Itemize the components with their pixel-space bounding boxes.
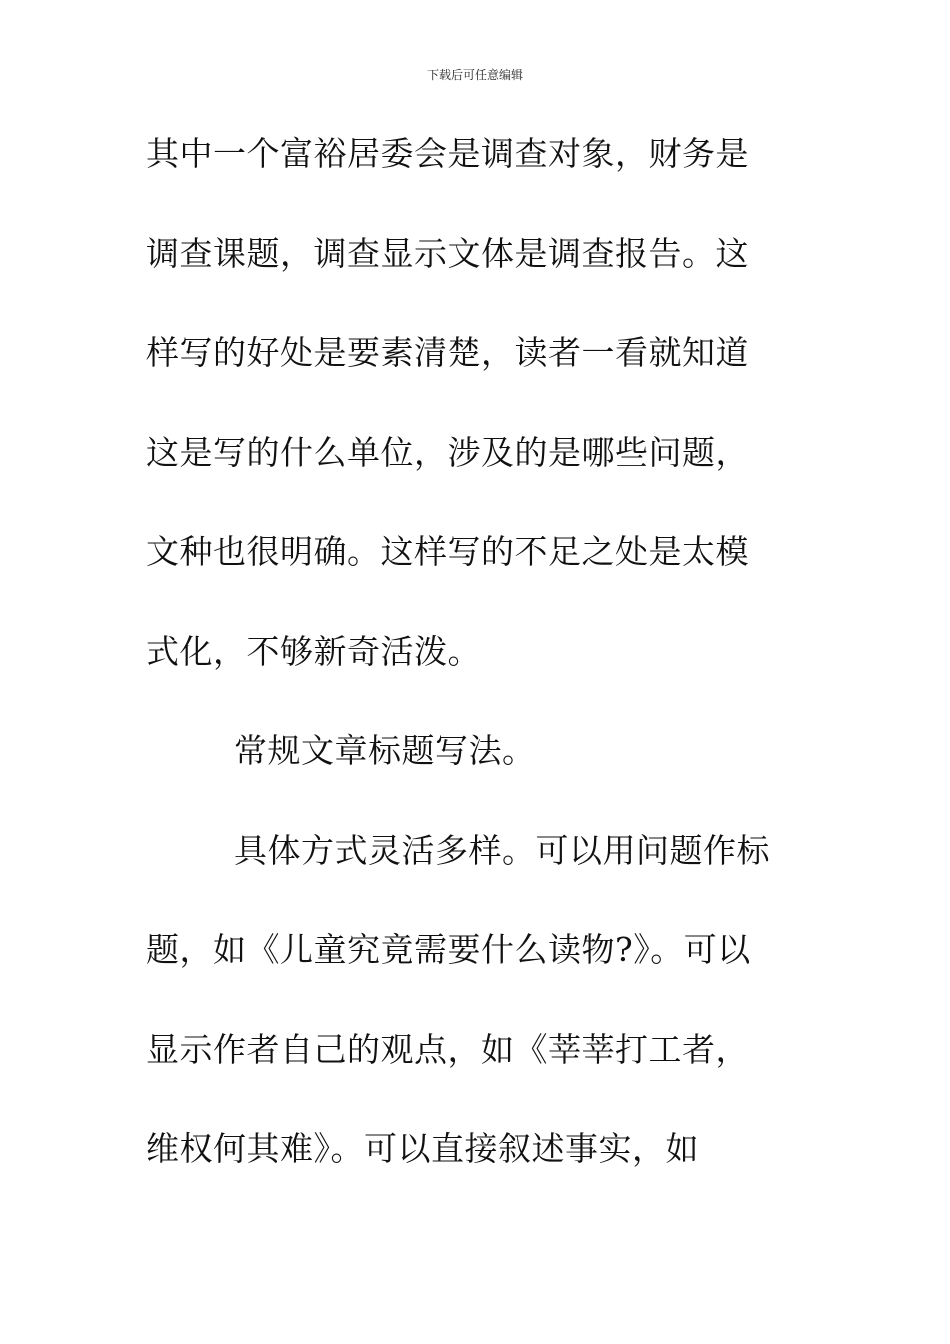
text-line: 这是写的什么单位，涉及的是哪些问题， [146,432,749,472]
text-line: 具体方式灵活多样。可以用问题作标 [234,830,770,870]
page-header: 下载后可任意编辑 [426,68,523,82]
text-line: 调查课题，调查显示文体是调查报告。这 [146,233,749,273]
text-line: 维权何其难》。可以直接叙述事实，如 [146,1129,699,1168]
text-line: 题，如《儿童究竟需要什么读物?》。可以 [146,930,751,969]
section-heading: 常规文章标题写法。 [234,731,536,770]
text-line: 式化，不够新奇活泼。 [146,631,481,671]
text-line: 其中一个富裕居委会是调查对象，财务是 [146,134,749,173]
text-line: 文种也很明确。这样写的不足之处是太模 [146,532,749,571]
text-line: 样写的好处是要素清楚，读者一看就知道 [146,333,749,372]
document-body [146,124,826,1219]
text-line: 显示作者自己的观点，如《莘莘打工者， [146,1029,749,1069]
